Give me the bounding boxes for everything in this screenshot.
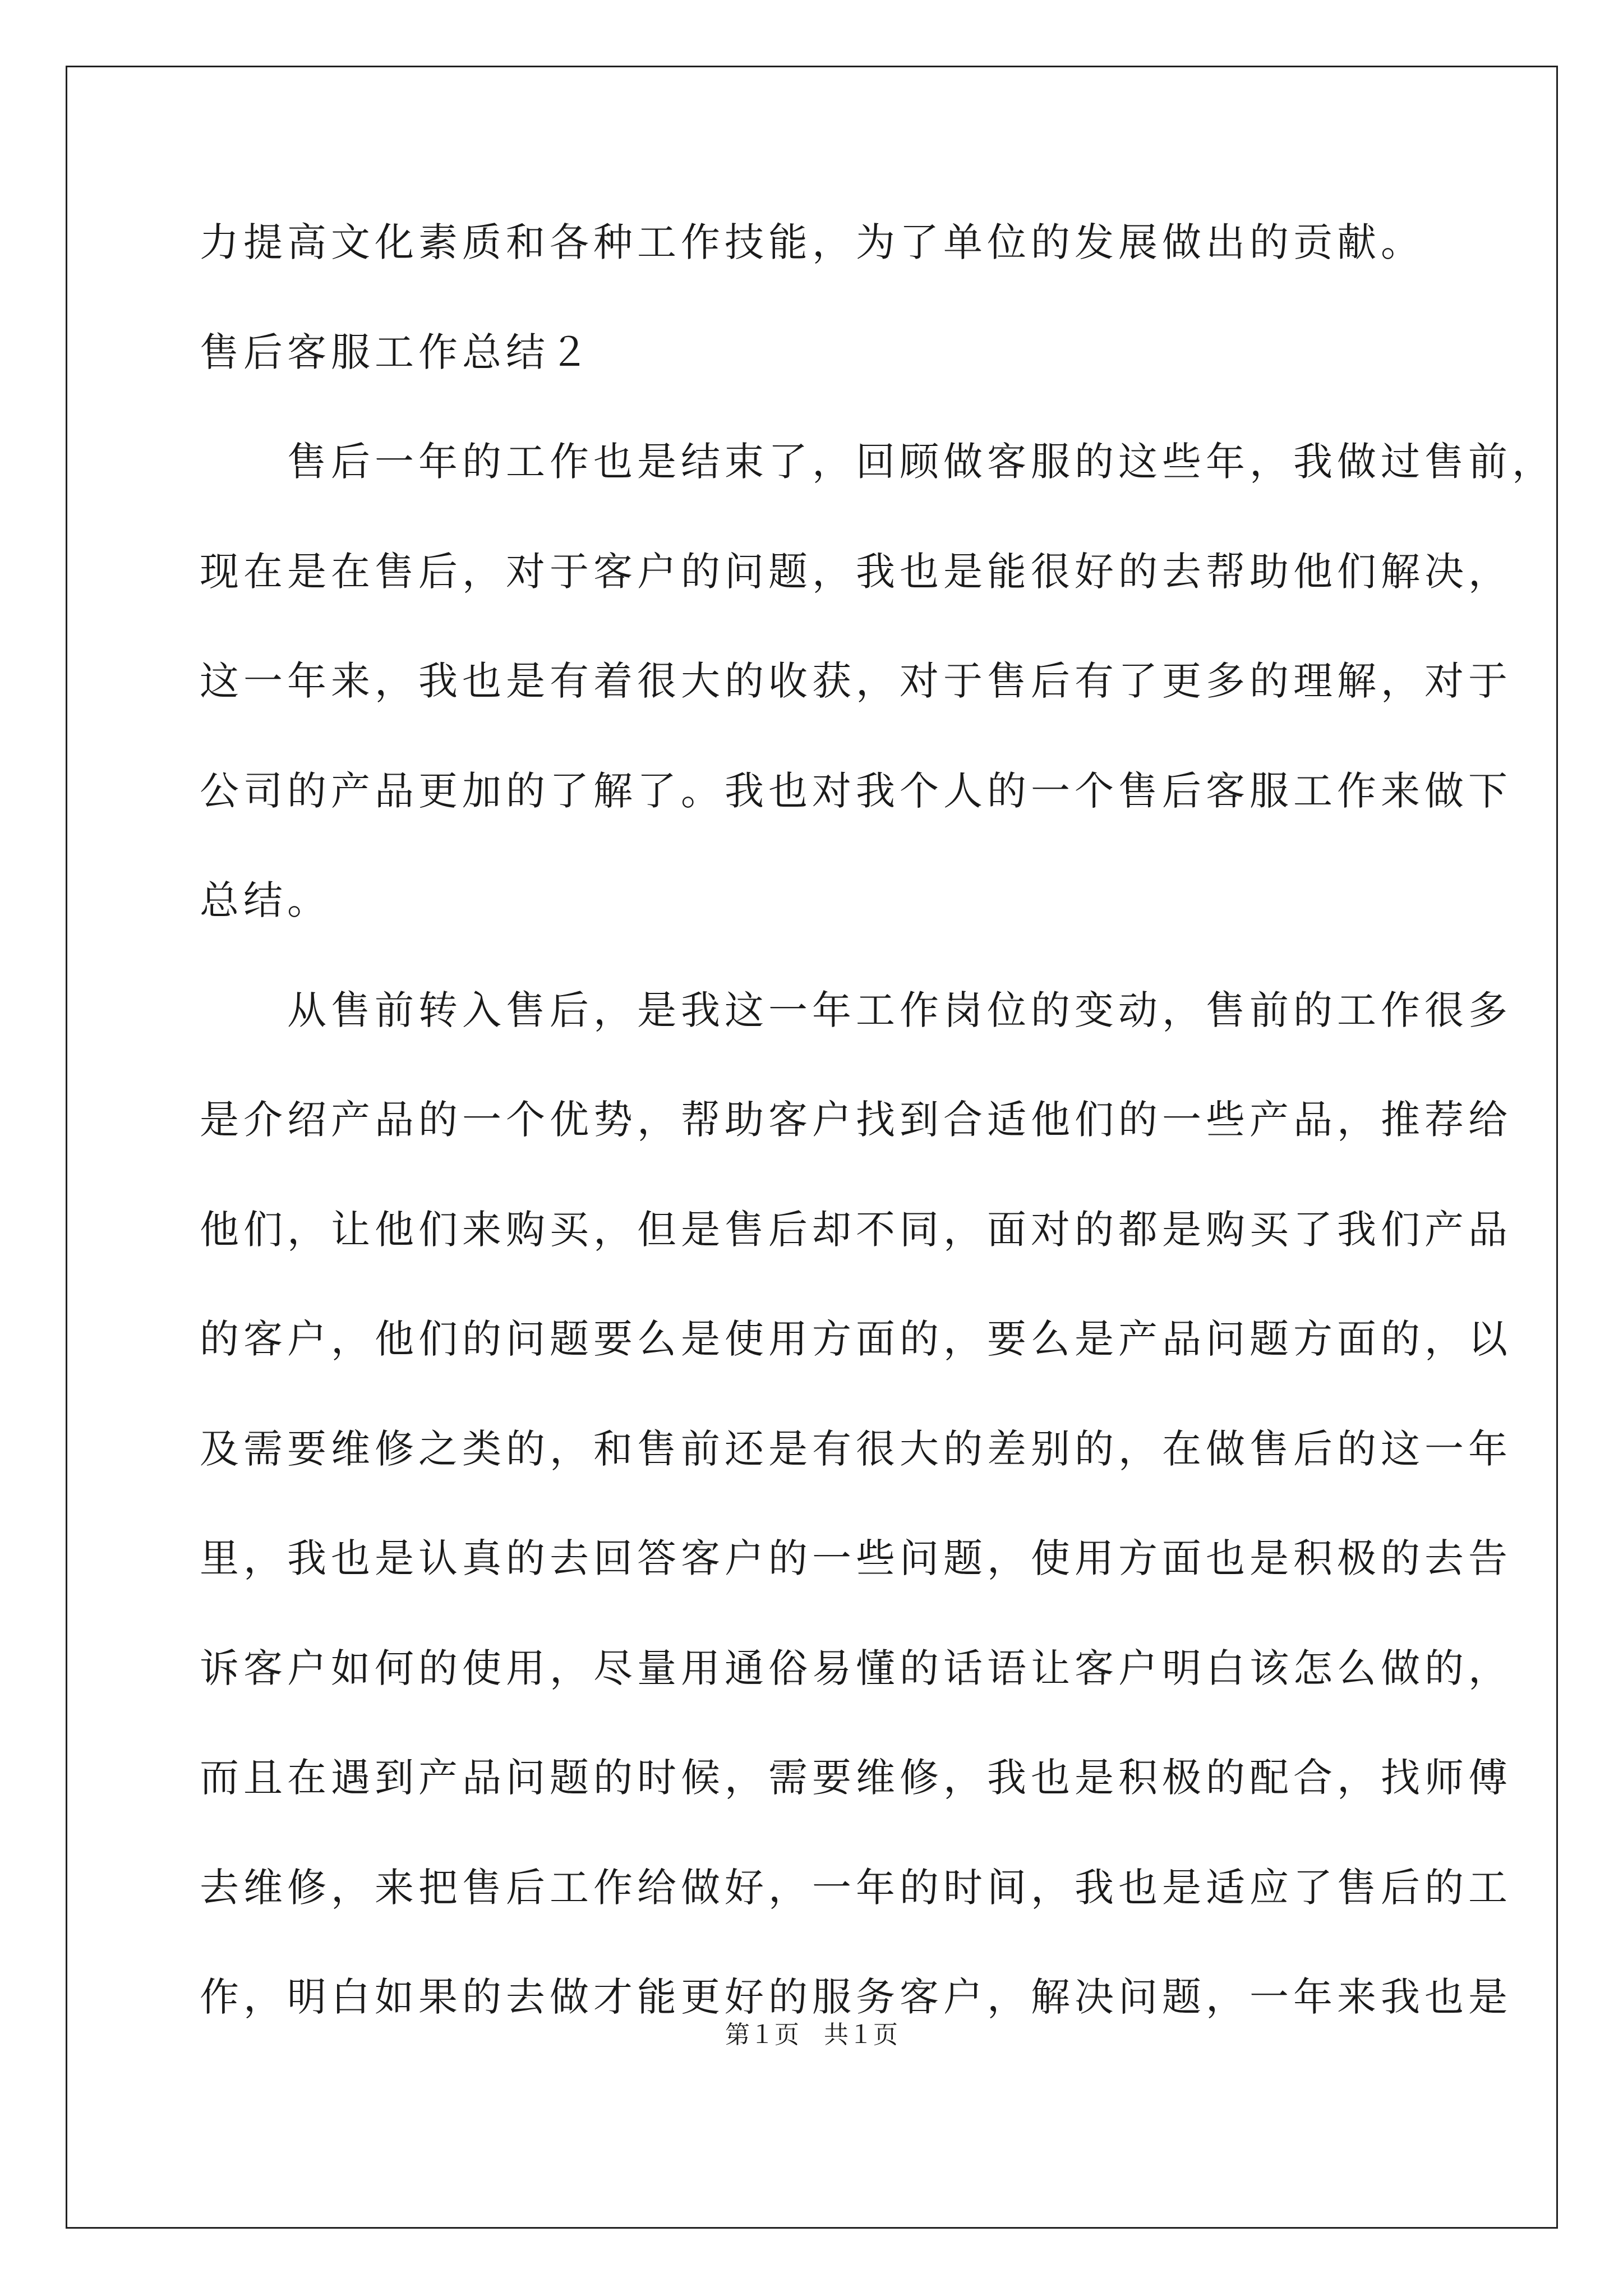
page-number-current: 第１页 [725, 2021, 799, 2049]
body-line-16: 作，明白如果的去做才能更好的服务客户，解决问题，一年来我也是 [200, 1974, 1512, 2020]
body-line-4: 这一年来，我也是有着很大的收获，对于售后有了更多的理解，对于 [200, 658, 1512, 704]
body-line-11: 及需要维修之类的，和售前还是有很大的差别的，在做售后的这一年 [200, 1426, 1512, 1472]
body-line-5: 公司的产品更加的了解了。我也对我个人的一个售后客服工作来做下 [200, 768, 1512, 814]
body-line-14: 而且在遇到产品问题的时候，需要维修，我也是积极的配合，找师傅 [200, 1755, 1512, 1801]
body-line-13: 诉客户如何的使用，尽量用通俗易懂的话语让客户明白该怎么做的， [200, 1645, 1512, 1691]
body-line-10: 的客户，他们的问题要么是使用方面的，要么是产品问题方面的，以 [200, 1316, 1512, 1362]
page-footer [0, 2023, 1623, 2047]
body-line-1: 力提高文化素质和各种工作技能，为了单位的发展做出的贡献。 [200, 219, 1424, 265]
body-line-7: 从售前转入售后，是我这一年工作岗位的变动，售前的工作很多 [200, 987, 1512, 1033]
body-line-12: 里，我也是认真的去回答客户的一些问题，使用方面也是积极的去告 [200, 1535, 1512, 1581]
body-line-8: 是介绍产品的一个优势，帮助客户找到合适他们的一些产品，推荐给 [200, 1097, 1512, 1143]
section-heading: 售后客服工作总结２ [200, 329, 593, 375]
page-number-total: 共１页 [824, 2021, 898, 2049]
body-line-6: 总结。 [200, 877, 331, 923]
body-line-3: 现在是在售后，对于客户的问题，我也是能很好的去帮助他们解决， [200, 549, 1512, 595]
body-line-9: 他们，让他们来购买，但是售后却不同，面对的都是购买了我们产品 [200, 1207, 1512, 1253]
body-line-15: 去维修，来把售后工作给做好，一年的时间，我也是适应了售后的工 [200, 1865, 1512, 1911]
body-line-2: 售后一年的工作也是结束了，回顾做客服的这些年，我做过售前， [200, 439, 1556, 485]
